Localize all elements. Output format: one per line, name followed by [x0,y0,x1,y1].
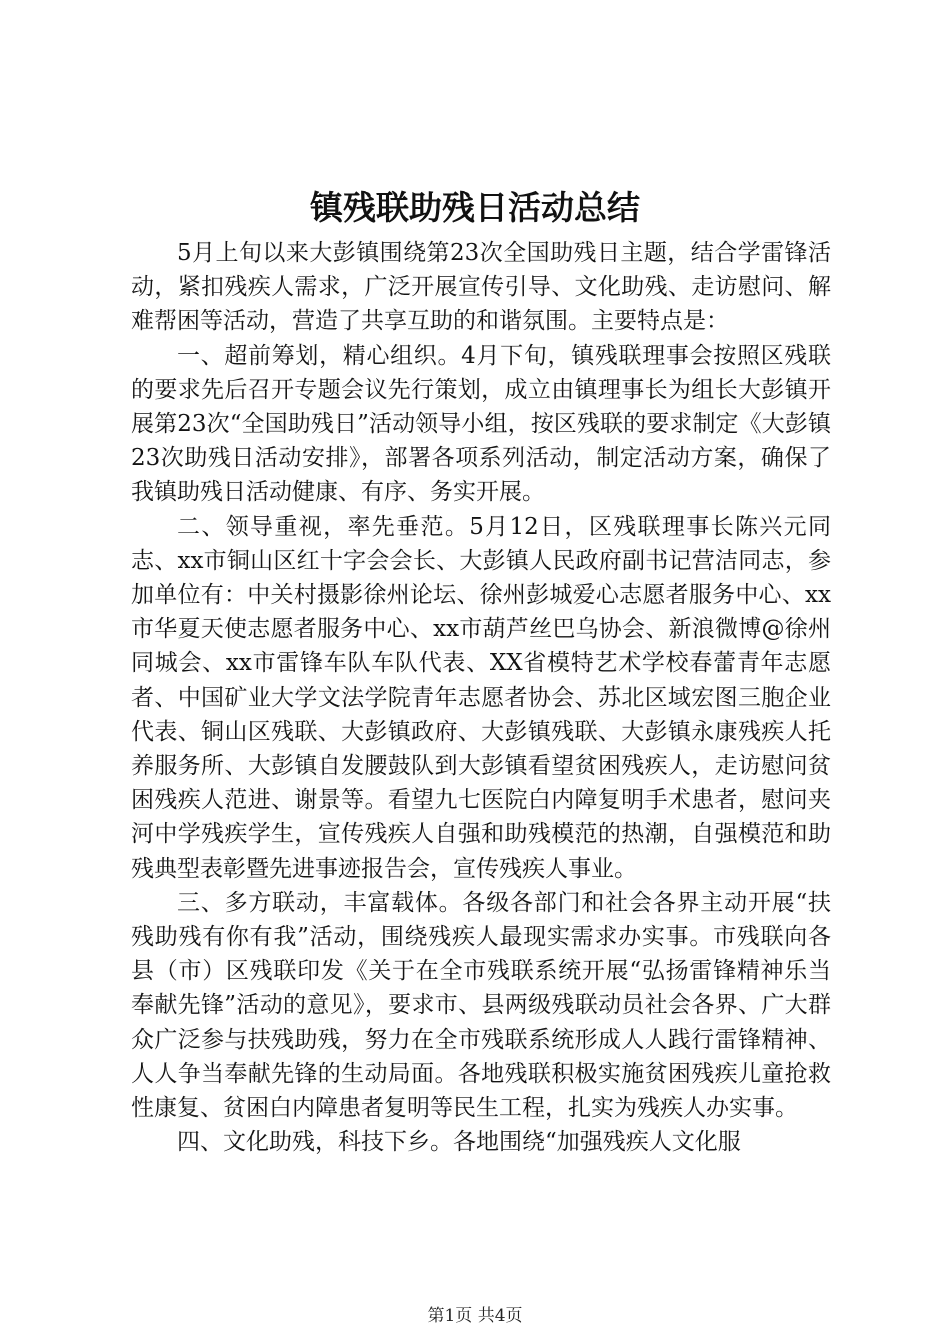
paragraph-section-2: 二、领导重视，率先垂范。5月12日，区残联理事长陈兴元同志、xx市铜山区红十字会会长、大彭镇人民政府副书记营洁同志，参加单位有：中关村摄影徐州论坛、徐州彭城爱心志愿者服务中心、xx市华夏天使志愿者服务中心、xx市葫芦丝巴乌协会、新浪微博@徐州同城会、xx市雷锋车队车队代表、XX省模特艺术学校春蕾青年志愿者、中国矿业大学文法学院青年志愿者协会、苏北区域宏图三胞企业代表、铜山区残联、大彭镇政府、大彭镇残联、大彭镇永康残疾人托养服务所、大彭镇自发腰鼓队到大彭镇看望贫困残疾人，走访慰问贫困残疾人范进、谢景等。看望九七医院白内障复明手术患者，慰问夹河中学残疾学生，宣传残疾人自强和助残模范的热潮，自强模范和助残典型表彰暨先进事迹报告会，宣传残疾人事业。 [131,513,831,882]
page-number-footer: 第1页 共4页 [427,1306,523,1326]
paragraph-section-1: 一、超前筹划，精心组织。4月下旬，镇残联理事会按照区残联的要求先后召开专题会议先行策划，成立由镇理事长为组长大彭镇开展第23次“全国助残日”活动领导小组，按区残联的要求制定《大彭镇23次助残日活动安排》，部署各项系列活动，制定活动方案，确保了我镇助残日活动健康、有序、务实开展。 [131,342,831,506]
paragraph-intro: 5月上旬以来大彭镇围绕第23次全国助残日主题，结合学雷锋活动，紧扣残疾人需求，广泛开展宣传引导、文化助残、走访慰问、解难帮困等活动，营造了共享互助的和谐氛围。主要特点是： [131,240,831,335]
paragraph-section-4: 四、文化助残，科技下乡。各地围绕“加强残疾人文化服 [177,1129,741,1156]
document-title: 镇残联助残日活动总结 [310,188,640,227]
paragraph-section-3: 三、多方联动，丰富载体。各级各部门和社会各界主动开展“扶残助残有你有我”活动，围绕残疾人最现实需求办实事。市残联向各县（市）区残联印发《关于在全市残联系统开展“弘扬雷锋精神乐当奉献先锋”活动的意见》，要求市、县两级残联动员社会各界、广大群众广泛参与扶残助残，努力在全市残联系统形成人人践行雷锋精神、人人争当奉献先锋的生动局面。各地残联积极实施贫困残疾儿童抢救性康复、贫困白内障患者复明等民生工程，扎实为残疾人办实事。 [131,889,831,1122]
document-body [131,236,831,1159]
